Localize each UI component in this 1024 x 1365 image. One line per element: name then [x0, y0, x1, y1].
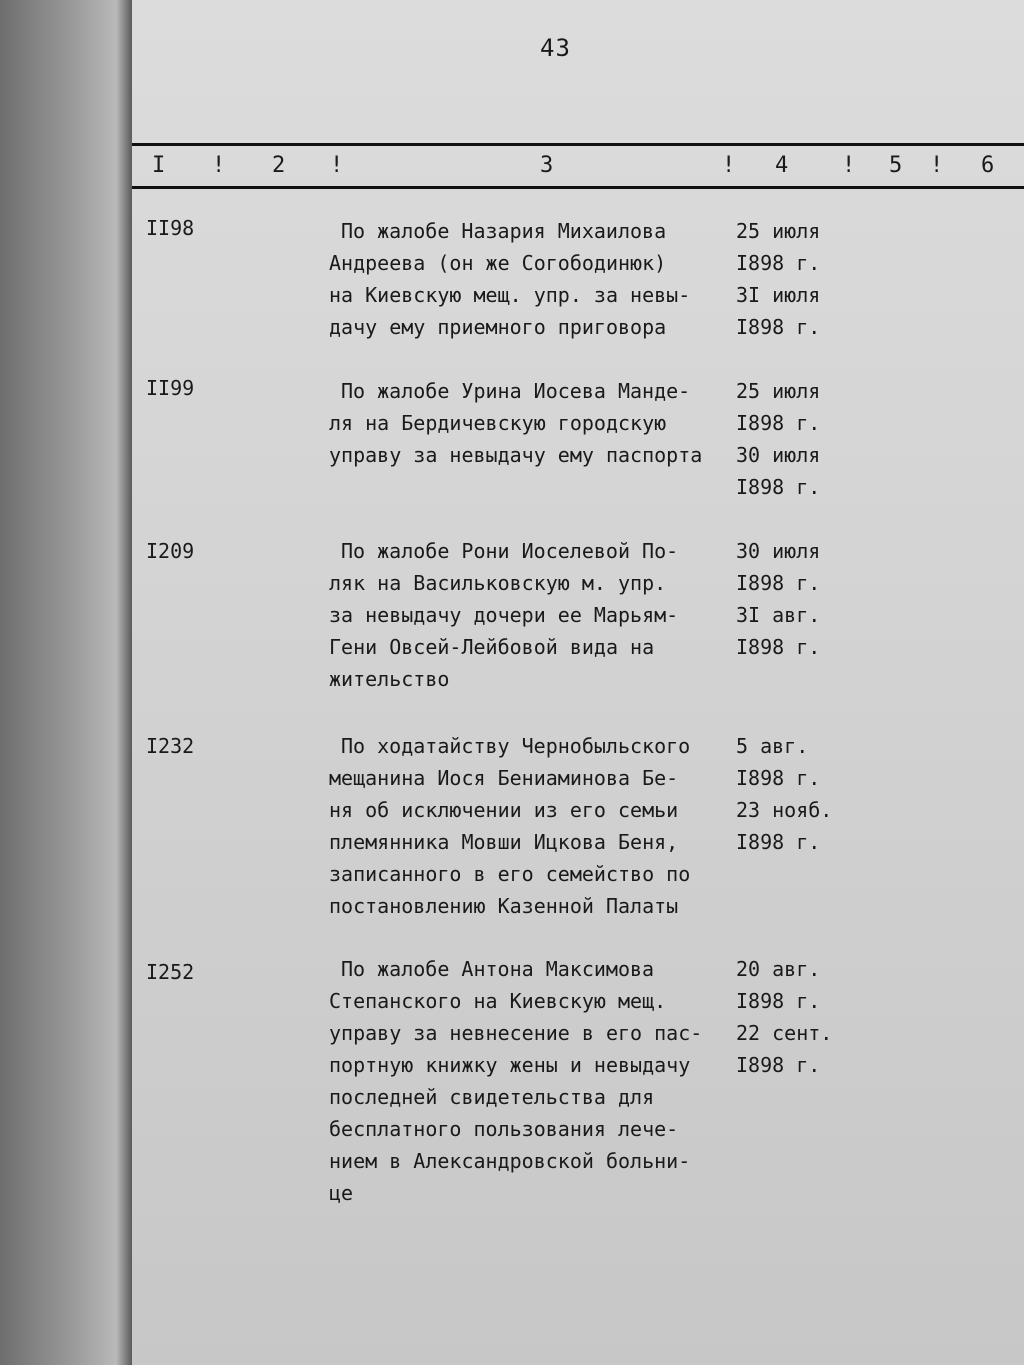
- entry-text-line: По жалобе Урина Иосева Манде-: [341, 379, 691, 403]
- entry-text-line: управу за невнесение в его пас-: [329, 1021, 703, 1045]
- entry-number: I252: [146, 960, 195, 984]
- facing-page-edge: [0, 0, 132, 1365]
- entry-date: I898 г.: [736, 1053, 821, 1077]
- entry-text-line: По жалобе Рони Иоселевой По-: [341, 539, 679, 563]
- col-6-label: 6: [981, 153, 995, 178]
- entry-text-line: племянника Мовши Ицкова Беня,: [329, 830, 679, 854]
- entry-text-line: бесплатного пользования лече-: [329, 1117, 679, 1141]
- entry-text-line: управу за невыдачу ему паспорта: [329, 443, 703, 467]
- entry-date: 25 июля: [736, 379, 821, 403]
- entry-text-line: По ходатайству Чернобыльского: [341, 734, 691, 758]
- entry-date: 22 сент.: [736, 1021, 833, 1045]
- table-top-rule: [132, 143, 1024, 146]
- entry-number: II99: [146, 376, 195, 400]
- entry-text-line: Степанского на Киевскую мещ.: [329, 989, 667, 1013]
- entry-date: 30 июля: [736, 539, 821, 563]
- entry-date: I898 г.: [736, 315, 821, 339]
- entry-date: 23 нояб.: [736, 798, 833, 822]
- entry-date: 5 авг.: [736, 734, 809, 758]
- entry-date: 3I июля: [736, 283, 821, 307]
- entry-text-line: ляк на Васильковскую м. упр.: [329, 571, 667, 595]
- entry-text-line: последней свидетельства для: [329, 1085, 655, 1109]
- entry-text-line: портную книжку жены и невыдачу: [329, 1053, 691, 1077]
- col-separator: !: [212, 153, 226, 178]
- col-separator: !: [722, 153, 736, 178]
- col-separator: !: [330, 153, 344, 178]
- entry-text-line: ля на Бердичевскую городскую: [329, 411, 667, 435]
- col-3-label: 3: [540, 153, 554, 178]
- col-1-label: I: [152, 153, 166, 178]
- col-separator: !: [842, 153, 856, 178]
- entry-date: I898 г.: [736, 766, 821, 790]
- entry-number: II98: [146, 216, 195, 240]
- entry-text-line: Гени Овсей-Лейбовой вида на: [329, 635, 655, 659]
- entry-text-line: жительство: [329, 667, 450, 691]
- entry-date: I898 г.: [736, 571, 821, 595]
- entry-date: 30 июля: [736, 443, 821, 467]
- entry-date: 20 авг.: [736, 957, 821, 981]
- entry-text-line: на Киевскую мещ. упр. за невы-: [329, 283, 691, 307]
- entry-date: I898 г.: [736, 251, 821, 275]
- table-header-rule: [132, 186, 1024, 189]
- entry-date: I898 г.: [736, 635, 821, 659]
- entry-date: I898 г.: [736, 475, 821, 499]
- entry-text-line: постановлению Казенной Палаты: [329, 894, 679, 918]
- entry-number: I209: [146, 539, 195, 563]
- entry-text-line: По жалобе Антона Максимова: [341, 957, 655, 981]
- entry-date: I898 г.: [736, 411, 821, 435]
- entry-text-line: за невыдачу дочери ее Марьям-: [329, 603, 679, 627]
- col-5-label: 5: [889, 153, 903, 178]
- entry-date: I898 г.: [736, 989, 821, 1013]
- entry-text-line: ня об исключении из его семьи: [329, 798, 679, 822]
- entry-date: 25 июля: [736, 219, 821, 243]
- entry-text-line: це: [329, 1181, 354, 1205]
- page-number: 43: [540, 34, 571, 62]
- entry-number: I232: [146, 734, 195, 758]
- entry-text-line: дачу ему приемного приговора: [329, 315, 667, 339]
- entry-text-line: записанного в его семейство по: [329, 862, 691, 886]
- entry-text-line: мещанина Иося Бениаминова Бе-: [329, 766, 679, 790]
- entry-text-line: нием в Александровской больни-: [329, 1149, 691, 1173]
- entry-text-line: По жалобе Назария Михаилова: [341, 219, 667, 243]
- col-separator: !: [930, 153, 944, 178]
- entry-text-line: Андреева (он же Согободинюк): [329, 251, 667, 275]
- col-4-label: 4: [775, 153, 789, 178]
- col-2-label: 2: [272, 153, 286, 178]
- entry-date: 3I авг.: [736, 603, 821, 627]
- entry-date: I898 г.: [736, 830, 821, 854]
